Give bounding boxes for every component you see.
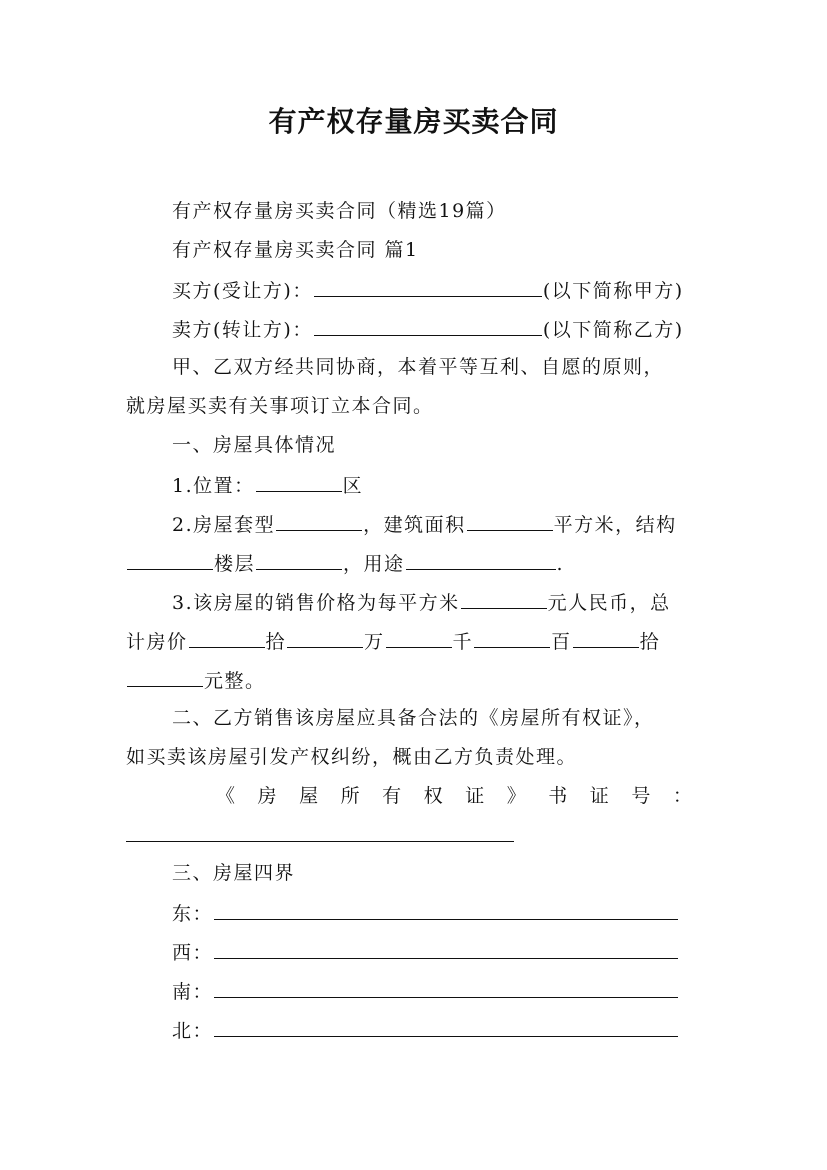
- price-wan-blank[interactable]: [287, 625, 363, 648]
- item-3-prefix: 3.该房屋的销售价格为每平方米: [172, 592, 460, 614]
- item-2-prefix: 2.房屋套型: [172, 514, 276, 536]
- north-blank[interactable]: [214, 1014, 678, 1037]
- cert-char: 》: [506, 785, 526, 807]
- west-bound-line: [172, 936, 679, 968]
- item-2-end: .: [556, 553, 565, 575]
- section-2-line-1: 二、乙方销售该房屋应具备合法的《房屋所有权证》，: [172, 707, 655, 729]
- item-2-mid2: 平方米，结构: [553, 514, 677, 536]
- cert-char: 房: [257, 785, 277, 807]
- usage-blank[interactable]: [406, 547, 556, 570]
- certificate-label-line: [126, 781, 692, 811]
- seller-label: 卖方(转让方)：: [172, 319, 313, 341]
- section-2-line-2: 如买卖该房屋引发产权纠纷，概由乙方负责处理。: [126, 746, 578, 768]
- document-title: 有产权存量房买卖合同: [268, 105, 559, 138]
- buyer-suffix: (以下简称甲方): [542, 280, 684, 302]
- item-3-end: 元整。: [204, 670, 266, 692]
- item-2-line-1: [172, 508, 677, 540]
- intro-line-1: 甲、乙双方经共同协商，本着平等互利、自愿的原则，: [172, 356, 665, 378]
- cert-char: 书: [548, 785, 568, 807]
- buyer-label: 买方(受让方)：: [172, 280, 313, 302]
- north-label: 北：: [172, 1020, 214, 1042]
- item-3-mid1: 元人民币，总: [547, 592, 671, 614]
- item-3-line-2: [126, 625, 660, 657]
- east-blank[interactable]: [214, 897, 678, 920]
- item-2-mid3: 楼层: [214, 553, 256, 575]
- west-blank[interactable]: [214, 936, 678, 959]
- seller-blank[interactable]: [314, 313, 542, 336]
- item-2-line-2: [126, 547, 564, 579]
- floor-blank[interactable]: [256, 547, 342, 570]
- cert-char: 号: [631, 785, 651, 807]
- unit-shi: 拾: [265, 631, 287, 653]
- buyer-line: [172, 274, 684, 306]
- seller-suffix: (以下简称乙方): [542, 319, 684, 341]
- seller-line: [172, 313, 684, 345]
- price-shiwan-blank[interactable]: [189, 625, 265, 648]
- item-1-suffix: 区: [342, 475, 364, 497]
- north-bound-line: [172, 1014, 679, 1046]
- unit-bai: 百: [551, 631, 572, 653]
- price-bai-blank[interactable]: [474, 625, 550, 648]
- cert-char: 《: [216, 785, 236, 807]
- structure-blank[interactable]: [127, 547, 213, 570]
- cert-char: 有: [382, 785, 402, 807]
- unit-qian: 千: [452, 631, 474, 653]
- buyer-blank[interactable]: [314, 274, 542, 297]
- subtitle: 有产权存量房买卖合同（精选19篇）: [172, 200, 507, 222]
- west-label: 西：: [172, 942, 214, 964]
- east-bound-line: [172, 897, 679, 929]
- cert-char: 屋: [299, 785, 319, 807]
- location-blank[interactable]: [256, 469, 342, 492]
- east-label: 东：: [172, 903, 214, 925]
- price-yuan-blank[interactable]: [127, 664, 203, 687]
- item-2-mid1: ，建筑面积: [363, 514, 466, 536]
- item-3-line-1: [172, 586, 671, 618]
- item-3-line-3: [126, 664, 266, 696]
- south-label: 南：: [172, 981, 214, 1003]
- unit-wan: 万: [364, 631, 385, 653]
- section-1-title: 一、房屋具体情况: [172, 434, 337, 456]
- unit-price-blank[interactable]: [461, 586, 547, 609]
- item-3-line2-prefix: 计房价: [126, 631, 188, 653]
- cert-char: 权: [423, 785, 443, 807]
- layout-blank[interactable]: [276, 508, 362, 531]
- price-qian-blank[interactable]: [386, 625, 452, 648]
- cert-char: 证: [589, 785, 609, 807]
- south-blank[interactable]: [214, 975, 678, 998]
- item-2-mid4: ，用途: [343, 553, 405, 575]
- cert-char: 证: [465, 785, 485, 807]
- item-1-prefix: 1.位置：: [172, 475, 255, 497]
- cert-char: 所: [340, 785, 360, 807]
- area-blank[interactable]: [467, 508, 553, 531]
- item-1-line: [172, 469, 363, 501]
- intro-line-2: 就房屋买卖有关事项订立本合同。: [126, 395, 434, 417]
- unit-shi-2: 拾: [639, 631, 661, 653]
- section-3-title: 三、房屋四界: [172, 862, 296, 884]
- certificate-number-blank[interactable]: [126, 841, 514, 842]
- price-shi-blank[interactable]: [573, 625, 639, 648]
- south-bound-line: [172, 975, 679, 1007]
- section-header: 有产权存量房买卖合同 篇1: [172, 239, 419, 261]
- cert-char: ：: [672, 785, 692, 807]
